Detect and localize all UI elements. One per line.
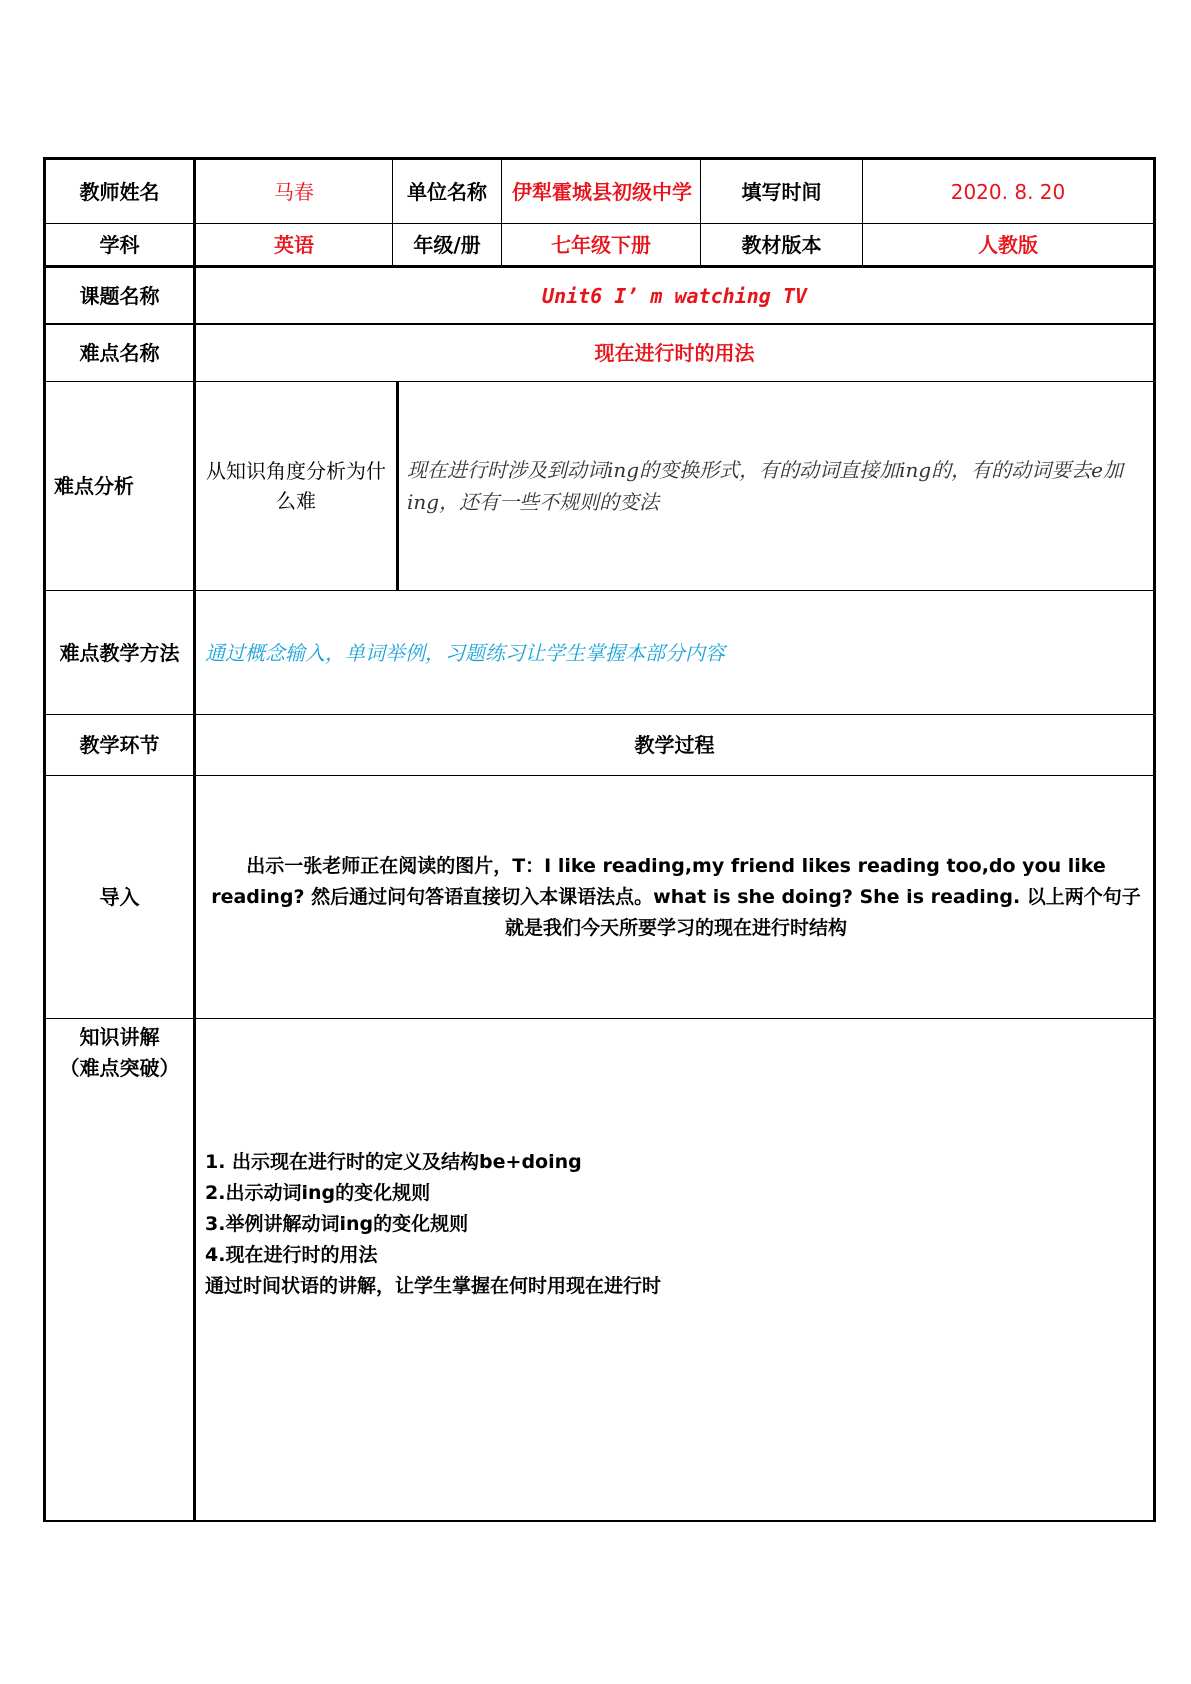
topic-label: 课题名称 [79,283,160,308]
intro-label: 导入 [99,885,140,909]
fill-time-label: 填写时间 [741,179,822,204]
subject-label: 学科 [99,232,140,257]
topic-value: Unit6 I’ m watching TV [542,283,807,308]
row-divider [43,1018,1156,1019]
grade-label: 年级/册 [413,232,481,257]
subject-value: 英语 [274,232,314,257]
edition-label: 教材版本 [741,232,822,257]
difficulty-name-label: 难点名称 [79,341,160,365]
teaching-method-content: 通过概念输入，单词举例，习题练习让学生掌握本部分内容 [205,640,725,665]
list-item: 4.现在进行时的用法 [205,1244,378,1266]
table-border-right [1153,157,1156,1522]
analysis-content: 现在进行时涉及到动词ing的变换形式，有的动词直接加ing的，有的动词要去e加ing，还有一些不规则的变法 [407,458,1123,514]
table-border-bottom [43,1520,1156,1522]
teaching-process-label: 教学过程 [634,733,715,757]
teaching-stage-label: 教学环节 [79,733,160,757]
teacher-name-value: 马春 [274,179,314,204]
grade-value: 七年级下册 [551,232,651,257]
intro-content: 出示一张老师正在阅读的图片，T：I like reading,my friend likes reading too,do you like reading? 然后通过问句答语直接切入本课语法点。what is she doing? She is reading. 以上两个句子就是我们今天所要学习的现在进行时结构 [211,854,1141,939]
list-item: 通过时间状语的讲解，让学生掌握在何时用现在进行时 [205,1275,662,1297]
fill-time-value: 2020. 8. 20 [950,179,1066,204]
difficulty-name-value: 现在进行时的用法 [594,341,755,365]
analysis-sub-label: 从知识角度分析为什么难 [206,459,386,513]
unit-name-label: 单位名称 [407,179,487,204]
edition-value: 人教版 [978,232,1038,257]
knowledge-label [46,1022,193,1084]
difficulty-analysis-label: 难点分析 [54,474,134,498]
unit-name-value: 伊犁霍城县初级中学 [512,179,692,204]
knowledge-label-line2: （难点突破） [59,1056,180,1080]
column-divider [396,381,399,591]
list-item: 3.举例讲解动词ing的变化规则 [205,1213,469,1235]
teacher-name-label: 教师姓名 [79,179,160,204]
knowledge-content [205,1147,1145,1302]
knowledge-label-line1: 知识讲解 [79,1025,160,1049]
list-item: 2.出示动词ing的变化规则 [205,1182,431,1204]
teaching-method-label: 难点教学方法 [59,640,180,665]
list-item: 1. 出示现在进行时的定义及结构be+doing [205,1151,582,1173]
